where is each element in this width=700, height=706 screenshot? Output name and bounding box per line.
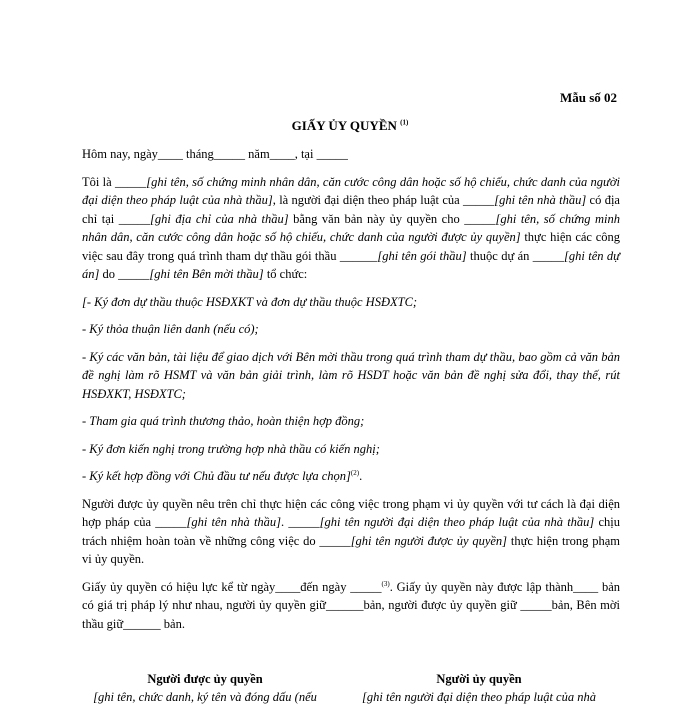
- validity-text: Giấy ủy quyền có hiệu lực kể từ ngày____đến ngày _____: [82, 579, 382, 594]
- task-item: [- Ký đơn dự thầu thuộc HSĐXKT và đơn dự thầu thuộc HSĐXTC;: [82, 294, 418, 309]
- intro-placeholder: [ghi tên dự án]: [82, 248, 620, 281]
- intro-text: do _____: [99, 267, 150, 281]
- intro-text: thực hiện các công việc sau đây trong quá trình tham dự thầu gói thầu ______: [82, 230, 620, 263]
- authorizing-person-note: [ghi tên người đại diện theo pháp luật của nhà: [362, 690, 596, 704]
- scope-text: . _____: [281, 515, 320, 529]
- task-text: - Ký kết hợp đồng với Chủ đầu tư nếu được lựa chọn]: [82, 469, 351, 483]
- intro-placeholder: [ghi tên Bên mời thầu]: [149, 267, 264, 281]
- intro-placeholder: [ghi tên, số chứng minh nhân dân, căn cước công dân hoặc số hộ chiếu, chức danh của người được ủy quyền]: [82, 211, 621, 244]
- scope-text: chịu trách nhiệm hoàn toàn về những công việc do _____: [82, 515, 620, 548]
- scope-text: Người được ủy quyền nêu trên chỉ thực hiện các công việc trong phạm vi ủy quyền với tư cách là đại diện hợp pháp của _____: [82, 496, 620, 529]
- authorized-person-signature: [70, 670, 340, 706]
- task-item: - Ký đơn kiến nghị trong trường hợp nhà thầu có kiến nghị;: [82, 441, 380, 456]
- task-footnote-ref: (2): [350, 468, 360, 477]
- scope-placeholder: [ghi tên nhà thầu]: [186, 515, 282, 529]
- intro-text: tổ chức:: [263, 267, 308, 281]
- intro-placeholder: [ghi tên nhà thầu]: [494, 193, 587, 207]
- validity-text: . Giấy ủy quyền này được lập thành____ bản có giá trị pháp lý như nhau, người ủy quyền giữ______bản, người được ủy quyền giữ _____bản, Bên mời thầu giữ______ bản.: [82, 579, 620, 631]
- validity-footnote-ref: (3): [381, 579, 390, 588]
- intro-text: , là người đại diện theo pháp luật của _____: [272, 193, 495, 207]
- scope-placeholder: [ghi tên người được ủy quyền]: [350, 533, 508, 548]
- form-number: Mẫu số 02: [559, 90, 617, 105]
- validity-paragraph: [82, 578, 620, 634]
- authorizing-person-title: Người ủy quyền: [436, 672, 522, 686]
- task-item-last: [82, 467, 620, 486]
- date-line: Hôm nay, ngày____ tháng_____ năm____, tại _____: [82, 147, 348, 161]
- intro-placeholder: [ghi tên, số chứng minh nhân dân, căn cước công dân hoặc số hộ chiếu, chức danh của người đại diện theo pháp luật của nhà thầu]: [82, 174, 620, 207]
- title-footnote-ref: (1): [400, 118, 409, 127]
- document-title: [0, 118, 700, 134]
- intro-placeholder: [ghi tên gói thầu]: [377, 248, 467, 263]
- intro-paragraph: [82, 173, 620, 284]
- authorizing-person-signature: [344, 670, 614, 706]
- intro-text: Tôi là _____: [82, 174, 147, 189]
- intro-text: thuộc dự án _____: [466, 248, 565, 263]
- intro-placeholder: [ghi địa chỉ của nhà thầu]: [150, 211, 289, 226]
- scope-text: thực hiện trong phạm vi ủy quyền.: [82, 533, 620, 566]
- task-end-punct: .: [359, 469, 363, 483]
- scope-placeholder: [ghi tên người đại diện theo pháp luật của nhà thầu]: [319, 515, 595, 529]
- signature-block: [82, 670, 620, 704]
- intro-text: bằng văn bản này ủy quyền cho _____: [288, 211, 496, 226]
- task-item: - Ký thỏa thuận liên danh (nếu có);: [82, 322, 259, 336]
- authorized-person-title: Người được ủy quyền: [147, 672, 263, 686]
- task-item: - Ký các văn bản, tài liệu để giao dịch với Bên mời thầu trong quá trình tham dự thầu, bao gồm cả văn bản đề nghị làm rõ HSMT và văn bản giải trình, làm rõ HSDT hoặc văn bản đề nghị sửa đổi, thay thế, rút HSĐXKT, HSĐXTC;: [82, 349, 620, 401]
- scope-paragraph: [82, 495, 620, 569]
- title-text: GIẤY ỦY QUYỀN: [291, 118, 397, 133]
- document-body: [82, 145, 620, 642]
- authorized-person-note: [ghi tên, chức danh, ký tên và đóng dấu (nếu: [93, 690, 317, 704]
- intro-text: có địa chỉ tại _____: [82, 193, 620, 226]
- task-item: - Tham gia quá trình thương thảo, hoàn thiện hợp đồng;: [82, 414, 365, 428]
